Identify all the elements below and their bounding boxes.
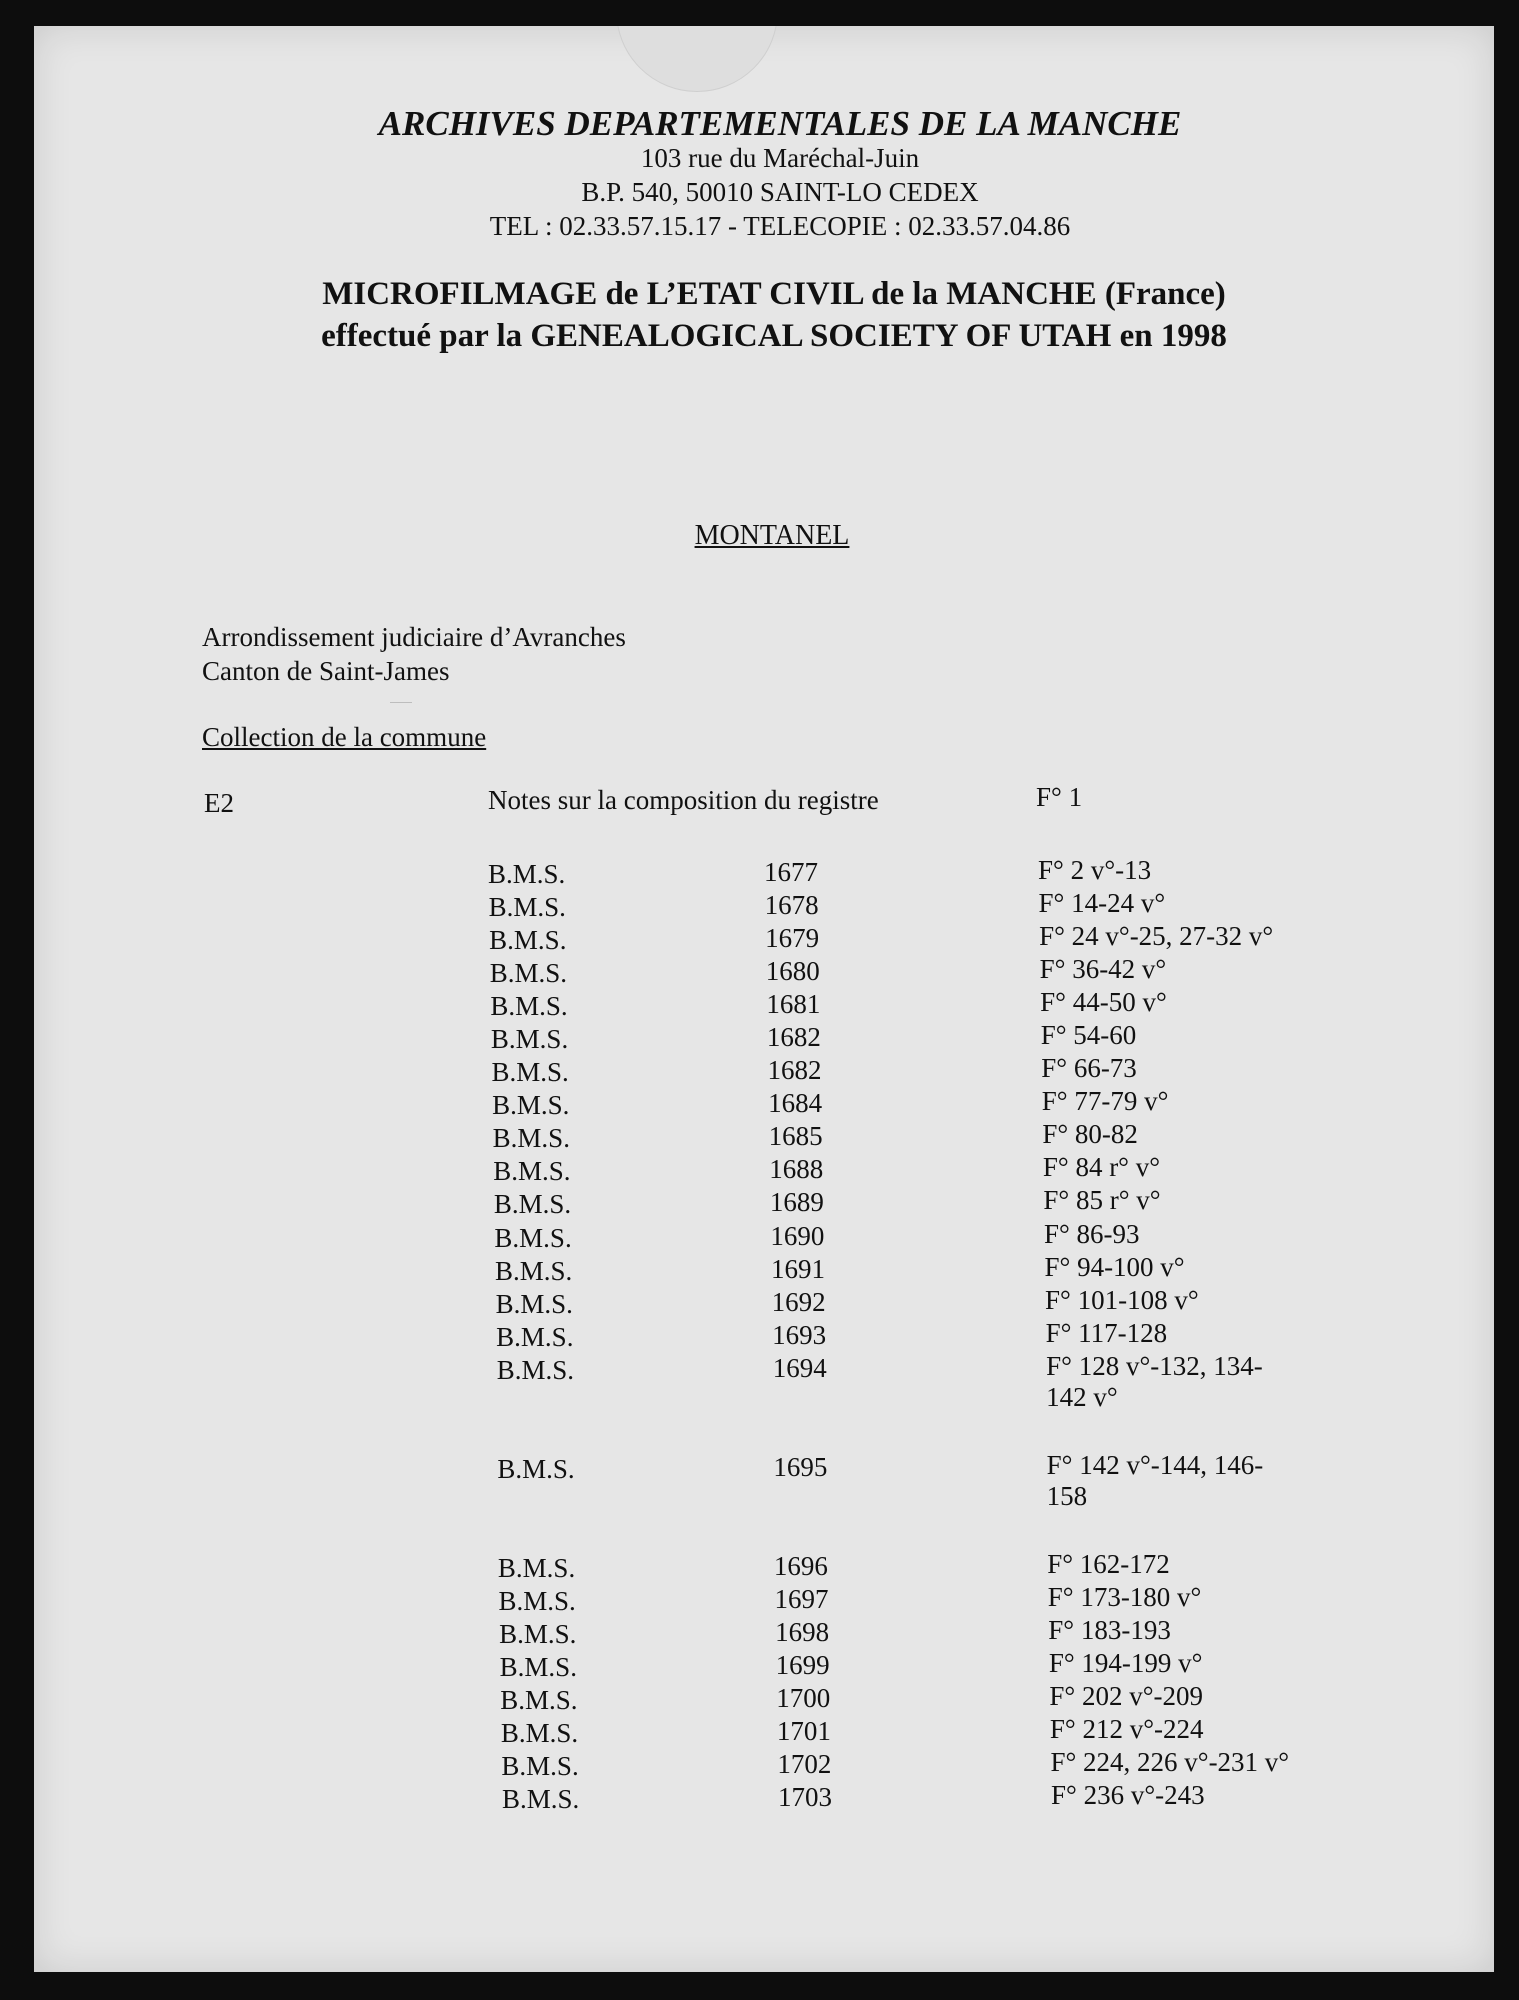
entry-year: 1684 — [768, 1088, 823, 1118]
entry-year: 1697 — [774, 1584, 829, 1614]
entry-year: 1691 — [771, 1254, 825, 1284]
address-street: 103 rue du Maréchal-Juin — [640, 143, 920, 173]
entry-folios-continued: 142 v° — [1046, 1382, 1118, 1412]
entry-type: B.M.S. — [500, 1718, 579, 1748]
address-postbox: B.P. 540, 50010 SAINT-LO CEDEX — [581, 177, 979, 207]
entry-year: 1690 — [770, 1221, 825, 1251]
entry-type: B.M.S. — [489, 958, 568, 988]
entry-folios: F° 54-60 — [1040, 1020, 1137, 1050]
institution-title: ARCHIVES DEPARTEMENTALES DE LA MANCHE — [378, 104, 1182, 143]
entry-year: 1685 — [768, 1121, 823, 1151]
entry-folios: F° 94-100 v° — [1044, 1252, 1185, 1282]
entry-year: 1700 — [776, 1683, 831, 1713]
entry-type: B.M.S. — [490, 1024, 569, 1054]
entry-year: 1688 — [769, 1154, 824, 1184]
heading-line-1: MICROFILMAGE de L’ETAT CIVIL de la MANCHE (France) — [322, 276, 1226, 312]
entry-type: B.M.S. — [496, 1322, 574, 1352]
entry-type: B.M.S. — [489, 925, 567, 955]
entry-type: B.M.S. — [488, 892, 566, 922]
entry-folios: F° 80-82 — [1042, 1119, 1138, 1149]
entry-folios: F° 202 v°-209 — [1049, 1681, 1203, 1711]
entry-type: B.M.S. — [499, 1652, 577, 1682]
entry-type: B.M.S. — [492, 1090, 570, 1120]
entry-year: 1682 — [767, 1055, 822, 1085]
entry-year: 1677 — [764, 857, 818, 887]
entry-folios: F° 44-50 v° — [1040, 987, 1167, 1017]
entry-type: B.M.S. — [498, 1586, 576, 1616]
entry-year: 1695 — [773, 1452, 828, 1482]
canton: Canton de Saint-James — [202, 656, 450, 686]
entry-type: B.M.S. — [490, 991, 568, 1021]
entry-folios: F° 2 v°-13 — [1038, 855, 1152, 885]
entry-folios: F° 236 v°-243 — [1051, 1780, 1205, 1810]
entry-folios: F° 117-128 — [1045, 1318, 1168, 1348]
entry-folios: F° 162-172 — [1047, 1549, 1170, 1579]
entry-year: 1702 — [777, 1749, 832, 1779]
entry-type: B.M.S. — [493, 1189, 572, 1219]
collection-label: Collection de la commune — [202, 722, 487, 752]
entry-year: 1679 — [765, 923, 820, 953]
entry-folios: F° 183-193 — [1048, 1615, 1171, 1645]
entry-type: B.M.S. — [491, 1057, 569, 1087]
entry-folios: F° 66-73 — [1041, 1053, 1137, 1083]
address-phone-fax: TEL : 02.33.57.15.17 - TELECOPIE : 02.33.57.04.86 — [489, 211, 1071, 241]
entry-year: 1680 — [765, 956, 820, 986]
entry-type: B.M.S. — [502, 1784, 580, 1814]
register-entries — [34, 26, 1494, 1972]
entry-folios: F° 212 v°-224 — [1049, 1714, 1204, 1744]
entry-year: 1699 — [775, 1650, 830, 1680]
entry-type: B.M.S. — [494, 1223, 572, 1253]
entry-folios-continued: 158 — [1046, 1481, 1088, 1511]
register-code: E2 — [204, 788, 234, 818]
arrondissement: Arrondissement judiciaire d’Avranches — [202, 622, 626, 652]
entry-folios: F° 24 v°-25, 27-32 v° — [1039, 921, 1274, 951]
heading-line-2: effectué par la GENEALOGICAL SOCIETY OF UTAH en 1998 — [321, 318, 1227, 354]
entry-type: B.M.S. — [496, 1355, 575, 1385]
entry-type: B.M.S. — [500, 1685, 578, 1715]
entry-year: 1681 — [766, 989, 821, 1019]
entry-folios: F° 77-79 v° — [1041, 1086, 1169, 1116]
entry-type: B.M.S. — [497, 1454, 575, 1484]
entry-year: 1694 — [772, 1353, 827, 1383]
entry-year: 1692 — [771, 1287, 826, 1317]
document-page — [34, 26, 1494, 1972]
entry-year: 1678 — [764, 890, 819, 920]
entry-folios: F° 85 r° v° — [1043, 1185, 1161, 1215]
entry-year: 1698 — [775, 1617, 830, 1647]
entry-type: B.M.S. — [499, 1619, 577, 1649]
entry-type: B.M.S. — [495, 1256, 573, 1286]
entry-folios: F° 224, 226 v°-231 v° — [1050, 1747, 1290, 1777]
entry-folios: F° 84 r° v° — [1042, 1152, 1161, 1182]
entry-type: B.M.S. — [501, 1751, 579, 1781]
entry-year: 1682 — [766, 1022, 821, 1052]
entry-year: 1693 — [772, 1320, 827, 1350]
entry-type: B.M.S. — [488, 859, 566, 889]
entry-folios: F° 86-93 — [1043, 1219, 1140, 1249]
entry-type: B.M.S. — [493, 1156, 571, 1186]
entry-type: B.M.S. — [492, 1123, 570, 1153]
entry-type: B.M.S. — [497, 1553, 576, 1583]
entry-folios: F° 173-180 v° — [1047, 1582, 1202, 1612]
entry-type: B.M.S. — [495, 1289, 573, 1319]
commune-name: MONTANEL — [694, 520, 850, 551]
entry-folios: F° 142 v°-144, 146- — [1046, 1450, 1264, 1480]
entry-folios: F° 194-199 v° — [1048, 1648, 1203, 1678]
entry-folios: F° 14-24 v° — [1038, 888, 1166, 918]
entry-folios: F° 128 v°-132, 134- — [1046, 1351, 1263, 1381]
register-notes-folio: F° 1 — [1036, 782, 1083, 812]
register-notes-label: Notes sur la composition du registre — [488, 785, 879, 815]
entry-folios: F° 36-42 v° — [1039, 954, 1167, 984]
entry-year: 1703 — [778, 1782, 832, 1812]
entry-year: 1689 — [769, 1187, 824, 1217]
entry-year: 1696 — [773, 1551, 828, 1581]
entry-year: 1701 — [776, 1716, 831, 1746]
entry-folios: F° 101-108 v° — [1045, 1285, 1199, 1315]
